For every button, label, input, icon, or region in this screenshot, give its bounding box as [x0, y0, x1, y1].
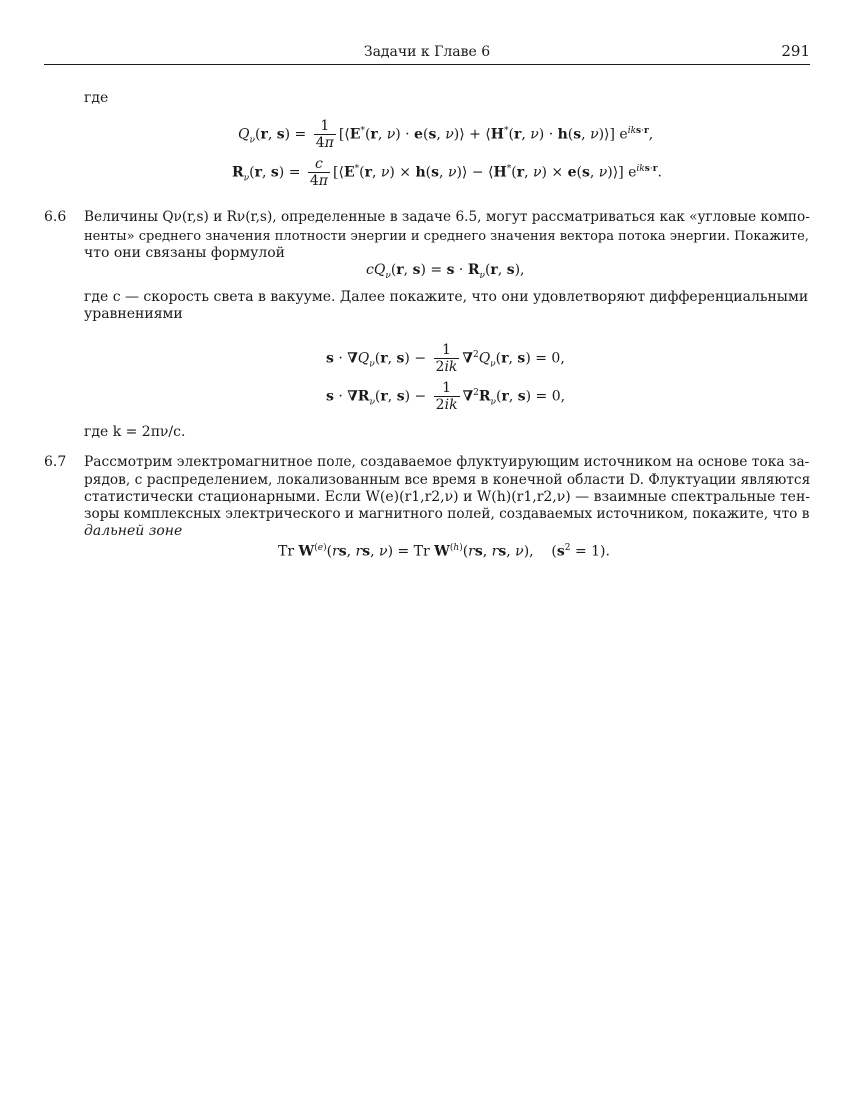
- problem-6-6-final: где k = 2πν/c.: [84, 424, 186, 440]
- problem-number-6-7: 6.7: [44, 454, 67, 470]
- problem-6-6-line-3: что они связаны формулой: [84, 245, 286, 261]
- equation-trace: Tr $W^{(e)}(rs$, rs, ν) = Tr $W^{(h)}(rs$, rs, ν), $(s^2 = 1)$.: [278, 543, 610, 560]
- page-number: 291: [781, 42, 810, 60]
- where-word: где: [84, 90, 109, 106]
- problem-6-7-line-4: зоры комплексных электрического и магнитного полей, создаваемых источником, покажите, что в: [84, 506, 810, 522]
- problem-number-6-6: 6.6: [44, 209, 67, 225]
- equation-diff-q: $s \cdot \nabla Q_\nu(r$, s) − $\frac{1}{2ik}$ $\nabla^2Q_\nu(r$, s) = 0,: [326, 342, 565, 375]
- problem-6-7-line-3: статистически стационарными. Если W(e)(r1,r2,ν) и W(h)(r1,r2,ν) — взаимные спектральные тен-: [84, 489, 811, 505]
- problem-6-6-line-2: ненты» среднего значения плотности энергии и среднего значения вектора потока энергии. Покажите,: [84, 229, 809, 244]
- equation-relation: $cQ_\nu(r$, $s) = s \cdot R_\nu(r$, s),: [366, 262, 525, 281]
- problem-6-6-line-4: где c — скорость света в вакууме. Далее покажите, что они удовлетворяют дифференциальными: [84, 289, 809, 305]
- problem-6-7-line-2: рядов, с распределением, локализованным все время в конечной области D. Флуктуации являются: [84, 472, 811, 488]
- running-header: [44, 42, 810, 65]
- problem-6-6-line-1: Величины Qν(r,s) и Rν(r,s), определенные в задаче 6.5, могут рассматриваться как «угловые компо-: [84, 209, 810, 225]
- running-title: Задачи к Главе 6: [363, 44, 491, 60]
- problem-6-7-line-1: Рассмотрим электромагнитное поле, создаваемое флуктуирующим источником на основе тока за-: [84, 454, 810, 470]
- problem-6-7-italic-phrase: дальней зоне: [84, 523, 183, 539]
- equation-r-nu: $R_\nu(r$, s) = $\frac{c}{4\pi}$ [⟨E*(r, ν) × h(s, ν)⟩ − ⟨H*(r, ν) × e(s, ν)⟩] $e^{iks\cdot r}$.: [232, 156, 662, 189]
- equation-diff-r: $s \cdot \nabla R_\nu(r$, s) − $\frac{1}{2ik}$ $\nabla^2R_\nu(r$, s) = 0,: [326, 380, 566, 413]
- equation-q-nu: $Q_\nu(r$, s) = $\frac{1}{4\pi}$ [⟨E*(r, ν) · e(s, ν)⟩ + ⟨H*(r, ν) · h(s, ν)⟩] $e^{iks\cdot r}$,: [238, 118, 654, 151]
- problem-6-6-line-5: уравнениями: [84, 306, 183, 322]
